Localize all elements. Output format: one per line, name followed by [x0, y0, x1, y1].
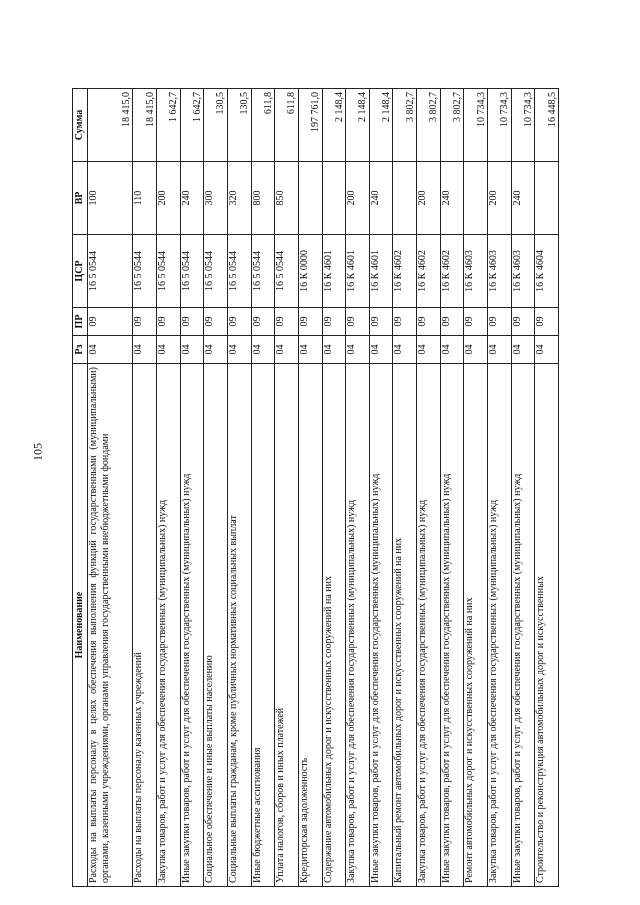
cell-vr	[298, 162, 322, 235]
header-rz: Рз	[73, 336, 88, 364]
cell-name: Расходы на выплаты персоналу в целях обеспечения выполнения функций государственными (муниципальными) органами, казенными учреждениями, органами управления государственными внебюджетными фондами	[88, 364, 133, 887]
table-row	[180, 89, 204, 887]
cell-csr: 16 5 0544	[275, 235, 299, 308]
table-row	[322, 89, 346, 887]
cell-pr: 09	[157, 308, 181, 336]
cell-rz: 04	[393, 336, 417, 364]
cell-pr: 09	[322, 308, 346, 336]
cell-sum: 197 761,0	[298, 89, 322, 162]
cell-rz: 04	[488, 336, 512, 364]
cell-vr: 200	[346, 162, 370, 235]
table-row	[204, 89, 228, 887]
cell-rz: 04	[251, 336, 275, 364]
cell-rz: 04	[369, 336, 393, 364]
cell-csr: 16 5 0544	[204, 235, 228, 308]
table-body	[88, 89, 559, 887]
cell-rz: 04	[440, 336, 464, 364]
cell-sum: 1 642,7	[180, 89, 204, 162]
cell-rz: 04	[157, 336, 181, 364]
cell-vr	[535, 162, 559, 235]
cell-sum: 1 642,7	[157, 89, 181, 162]
table-row	[298, 89, 322, 887]
cell-vr: 240	[440, 162, 464, 235]
cell-name: Содержание автомобильных дорог и искусственных сооружений на них	[322, 364, 346, 887]
cell-rz: 04	[535, 336, 559, 364]
cell-pr: 09	[440, 308, 464, 336]
header-csr: ЦСР	[73, 235, 88, 308]
table-row	[251, 89, 275, 887]
cell-sum: 10 734,3	[464, 89, 488, 162]
cell-pr: 09	[88, 308, 133, 336]
cell-csr: 16 5 0544	[251, 235, 275, 308]
table-row	[157, 89, 181, 887]
cell-vr: 320	[227, 162, 251, 235]
cell-sum: 16 448,5	[535, 89, 559, 162]
rotated-table-container	[72, 89, 559, 887]
cell-sum: 130,5	[204, 89, 228, 162]
cell-name: Закупка товаров, работ и услуг для обеспечения государственных (муниципальных) нужд	[157, 364, 181, 887]
table-row	[88, 89, 133, 887]
cell-vr: 240	[511, 162, 535, 235]
cell-sum: 3 802,7	[417, 89, 441, 162]
cell-pr: 09	[464, 308, 488, 336]
cell-csr: 16 5 0544	[227, 235, 251, 308]
page-number: 105	[30, 443, 45, 461]
cell-pr: 09	[393, 308, 417, 336]
cell-csr: 16 К 4602	[440, 235, 464, 308]
cell-name: Социальное обеспечение и иные выплаты населению	[204, 364, 228, 887]
cell-name: Иные закупки товаров, работ и услуг для обеспечения государственных (муниципальных) нужд	[440, 364, 464, 887]
cell-csr: 16 К 4601	[369, 235, 393, 308]
cell-pr: 09	[488, 308, 512, 336]
cell-vr: 100	[88, 162, 133, 235]
table-row	[488, 89, 512, 887]
cell-sum: 130,5	[227, 89, 251, 162]
cell-pr: 09	[251, 308, 275, 336]
cell-name: Ремонт автомобильных дорог и искусственных сооружений на них	[464, 364, 488, 887]
cell-csr: 16 К 4601	[322, 235, 346, 308]
cell-pr: 09	[275, 308, 299, 336]
cell-vr	[464, 162, 488, 235]
cell-rz: 04	[133, 336, 157, 364]
cell-rz: 04	[180, 336, 204, 364]
cell-sum: 10 734,3	[488, 89, 512, 162]
cell-name: Иные закупки товаров, работ и услуг для обеспечения государственных (муниципальных) нужд	[511, 364, 535, 887]
cell-pr: 09	[133, 308, 157, 336]
cell-sum: 18 415,0	[133, 89, 157, 162]
header-sum: Сумма	[73, 89, 88, 162]
cell-csr: 16 К 4603	[464, 235, 488, 308]
cell-rz: 04	[88, 336, 133, 364]
cell-pr: 09	[346, 308, 370, 336]
cell-pr: 09	[227, 308, 251, 336]
cell-sum: 10 734,3	[511, 89, 535, 162]
cell-vr	[393, 162, 417, 235]
cell-rz: 04	[511, 336, 535, 364]
table-header-row	[73, 89, 88, 887]
cell-csr: 16 К 0000	[298, 235, 322, 308]
cell-pr: 09	[180, 308, 204, 336]
cell-sum: 611,8	[251, 89, 275, 162]
cell-rz: 04	[298, 336, 322, 364]
cell-name: Уплата налогов, сборов и иных платежей	[275, 364, 299, 887]
cell-vr	[322, 162, 346, 235]
cell-sum: 2 148,4	[322, 89, 346, 162]
cell-vr: 240	[180, 162, 204, 235]
cell-vr: 850	[275, 162, 299, 235]
cell-vr: 110	[133, 162, 157, 235]
cell-sum: 2 148,4	[369, 89, 393, 162]
cell-name: Закупка товаров, работ и услуг для обеспечения государственных (муниципальных) нужд	[417, 364, 441, 887]
cell-name: Закупка товаров, работ и услуг для обеспечения государственных (муниципальных) нужд	[488, 364, 512, 887]
cell-name: Закупка товаров, работ и услуг для обеспечения государственных (муниципальных) нужд	[346, 364, 370, 887]
cell-rz: 04	[322, 336, 346, 364]
cell-sum: 611,8	[275, 89, 299, 162]
cell-name: Социальные выплаты гражданам, кроме публичных нормативных социальных выплат	[227, 364, 251, 887]
cell-csr: 16 5 0544	[133, 235, 157, 308]
cell-pr: 09	[298, 308, 322, 336]
cell-pr: 09	[204, 308, 228, 336]
cell-rz: 04	[275, 336, 299, 364]
table-row	[393, 89, 417, 887]
cell-vr: 200	[488, 162, 512, 235]
header-pr: ПР	[73, 308, 88, 336]
cell-sum: 2 148,4	[346, 89, 370, 162]
cell-vr: 800	[251, 162, 275, 235]
table-row	[346, 89, 370, 887]
table-row	[227, 89, 251, 887]
cell-rz: 04	[204, 336, 228, 364]
cell-name: Кредиторская задолженность	[298, 364, 322, 887]
cell-sum: 18 415,0	[88, 89, 133, 162]
cell-name: Иные закупки товаров, работ и услуг для обеспечения государственных (муниципальных) нужд	[369, 364, 393, 887]
table-row	[417, 89, 441, 887]
cell-name: Капитальный ремонт автомобильных дорог и искусственных сооружений на них	[393, 364, 417, 887]
cell-name: Строительство и реконструкция автомобильных дорог и искусственных	[535, 364, 559, 887]
cell-csr: 16 К 4602	[393, 235, 417, 308]
cell-name: Расходы на выплаты персоналу казенных учреждений	[133, 364, 157, 887]
table-row	[535, 89, 559, 887]
cell-rz: 04	[464, 336, 488, 364]
cell-csr: 16 К 4603	[488, 235, 512, 308]
cell-csr: 16 К 4601	[346, 235, 370, 308]
cell-rz: 04	[417, 336, 441, 364]
cell-sum: 3 802,7	[440, 89, 464, 162]
cell-csr: 16 К 4603	[511, 235, 535, 308]
budget-table	[72, 88, 559, 887]
cell-name: Иные бюджетные ассигнования	[251, 364, 275, 887]
table-row	[133, 89, 157, 887]
cell-pr: 09	[369, 308, 393, 336]
cell-csr: 16 5 0544	[180, 235, 204, 308]
table-row	[511, 89, 535, 887]
cell-vr: 200	[157, 162, 181, 235]
cell-csr: 16 К 4602	[417, 235, 441, 308]
header-name: Наименование	[73, 364, 88, 887]
cell-rz: 04	[346, 336, 370, 364]
cell-sum: 3 802,7	[393, 89, 417, 162]
cell-pr: 09	[511, 308, 535, 336]
cell-csr: 16 К 4604	[535, 235, 559, 308]
cell-pr: 09	[535, 308, 559, 336]
table-row	[275, 89, 299, 887]
cell-vr: 300	[204, 162, 228, 235]
cell-csr: 16 5 0544	[157, 235, 181, 308]
table-row	[464, 89, 488, 887]
cell-vr: 240	[369, 162, 393, 235]
cell-vr: 200	[417, 162, 441, 235]
cell-pr: 09	[417, 308, 441, 336]
cell-name: Иные закупки товаров, работ и услуг для обеспечения государственных (муниципальных) нужд	[180, 364, 204, 887]
cell-csr: 16 5 0544	[88, 235, 133, 308]
table-row	[369, 89, 393, 887]
header-vr: ВР	[73, 162, 88, 235]
table-row	[440, 89, 464, 887]
cell-rz: 04	[227, 336, 251, 364]
